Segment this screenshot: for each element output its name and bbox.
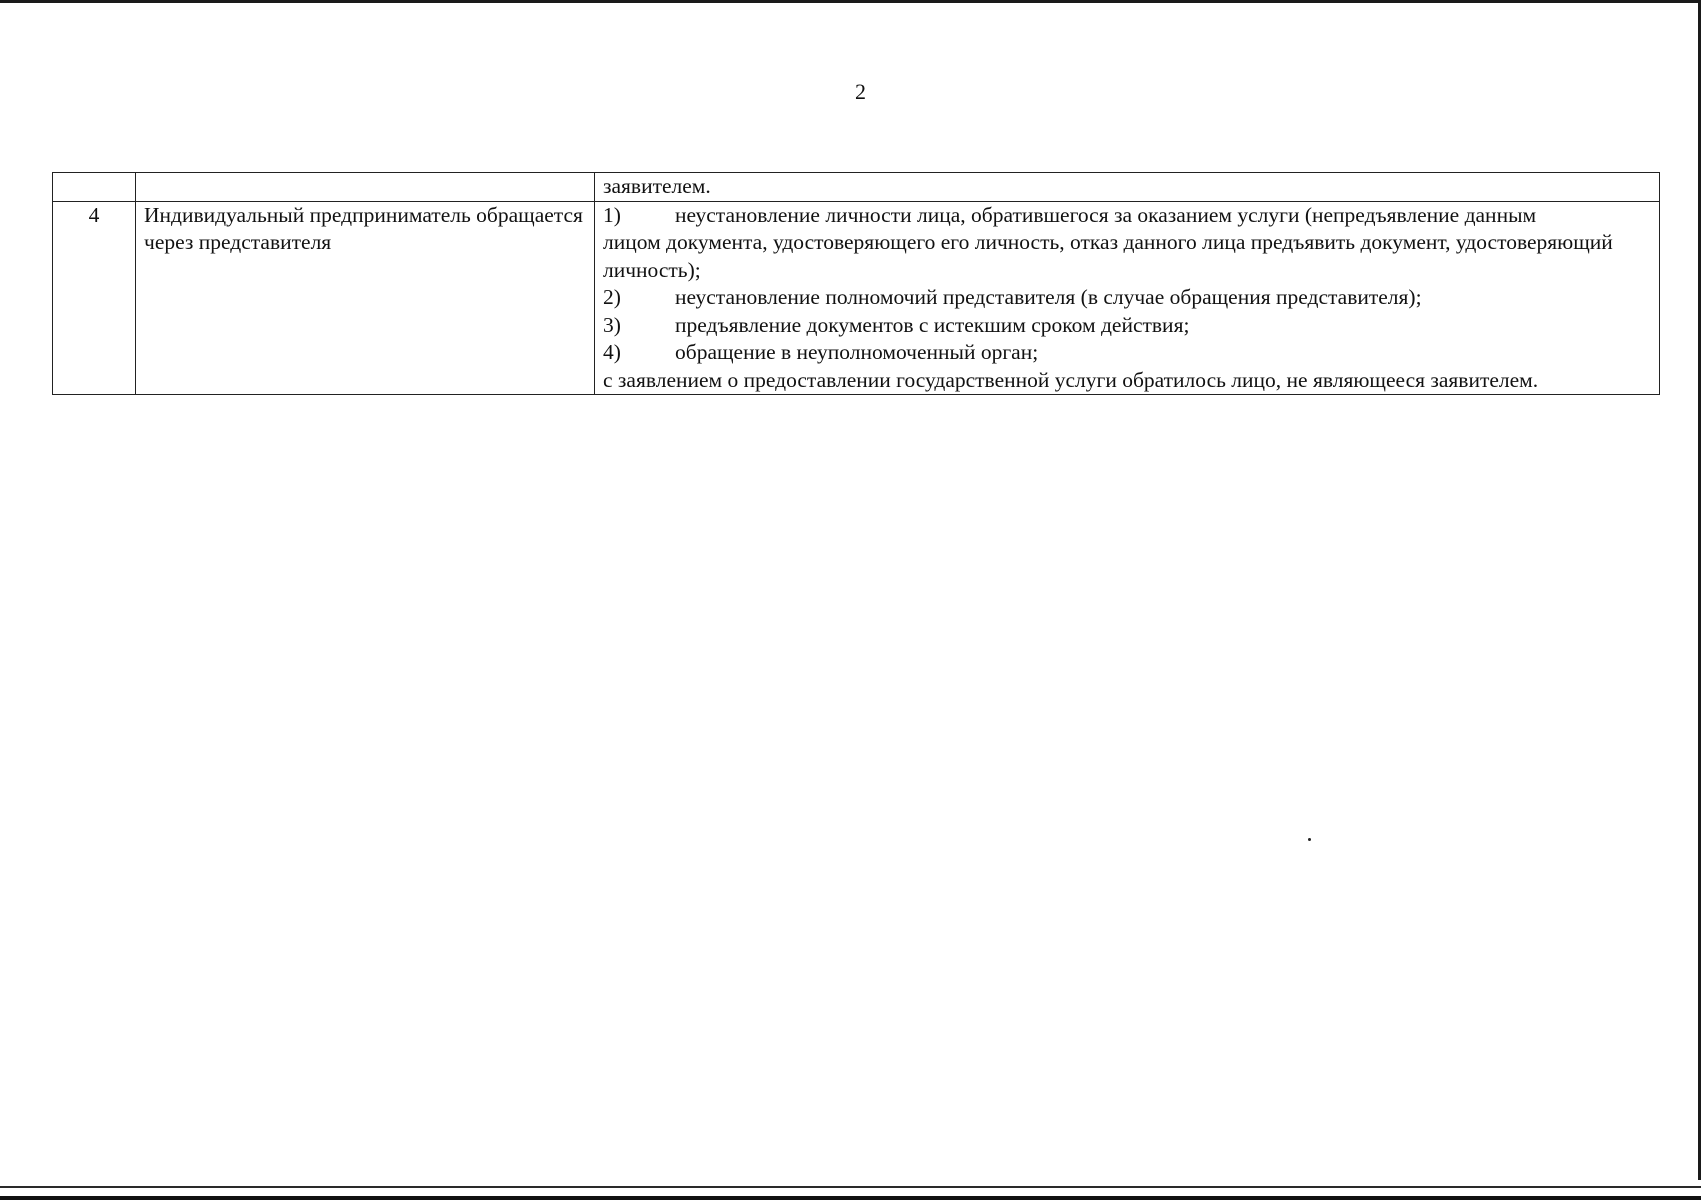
- list-item: [603, 202, 1651, 230]
- scan-speck: [1308, 838, 1311, 841]
- page-number: 2: [855, 79, 866, 104]
- list-item: [603, 284, 1651, 312]
- list-item-text: предъявление документов с истекшим сроком действия;: [675, 312, 1190, 337]
- list-item-number: 3): [603, 312, 621, 337]
- list-item-number: 2): [603, 285, 621, 309]
- row-number-cell: [53, 173, 136, 202]
- reasons-cell: [595, 201, 1660, 395]
- list-item: [603, 312, 1651, 340]
- final-paragraph: с заявлением о предоставлении государственной услуги обратилось лицо, не являющееся заявителем.: [603, 367, 1539, 392]
- row-number-cell: 4: [53, 201, 136, 395]
- list-item-continuation: лицом документа, удостоверяющего его личность, отказ данного лица предъявить документ, удостоверяющий личность);: [603, 230, 1613, 282]
- grounds-table: [52, 172, 1660, 395]
- applicant-cell: [136, 173, 595, 202]
- table-row: [53, 201, 1660, 395]
- list-item-text: обращение в неуполномоченный орган;: [675, 340, 1039, 364]
- scan-edge-top: [0, 0, 1701, 3]
- table-row-continuation: [53, 173, 1660, 202]
- reasons-cell: заявителем.: [595, 173, 1660, 202]
- applicant-cell: Индивидуальный предприниматель обращается через представителя: [136, 201, 595, 395]
- list-item: [603, 339, 1651, 367]
- scan-edge-bottom: [0, 1180, 1701, 1200]
- list-item-text: неустановление личности лица, обратившегося за оказанием услуги (непредъявление данным: [675, 202, 1537, 227]
- list-item-number: 1): [603, 202, 621, 227]
- list-item-text: неустановление полномочий представителя (в случае обращения представителя);: [675, 285, 1422, 309]
- list-item-number: 4): [603, 340, 621, 364]
